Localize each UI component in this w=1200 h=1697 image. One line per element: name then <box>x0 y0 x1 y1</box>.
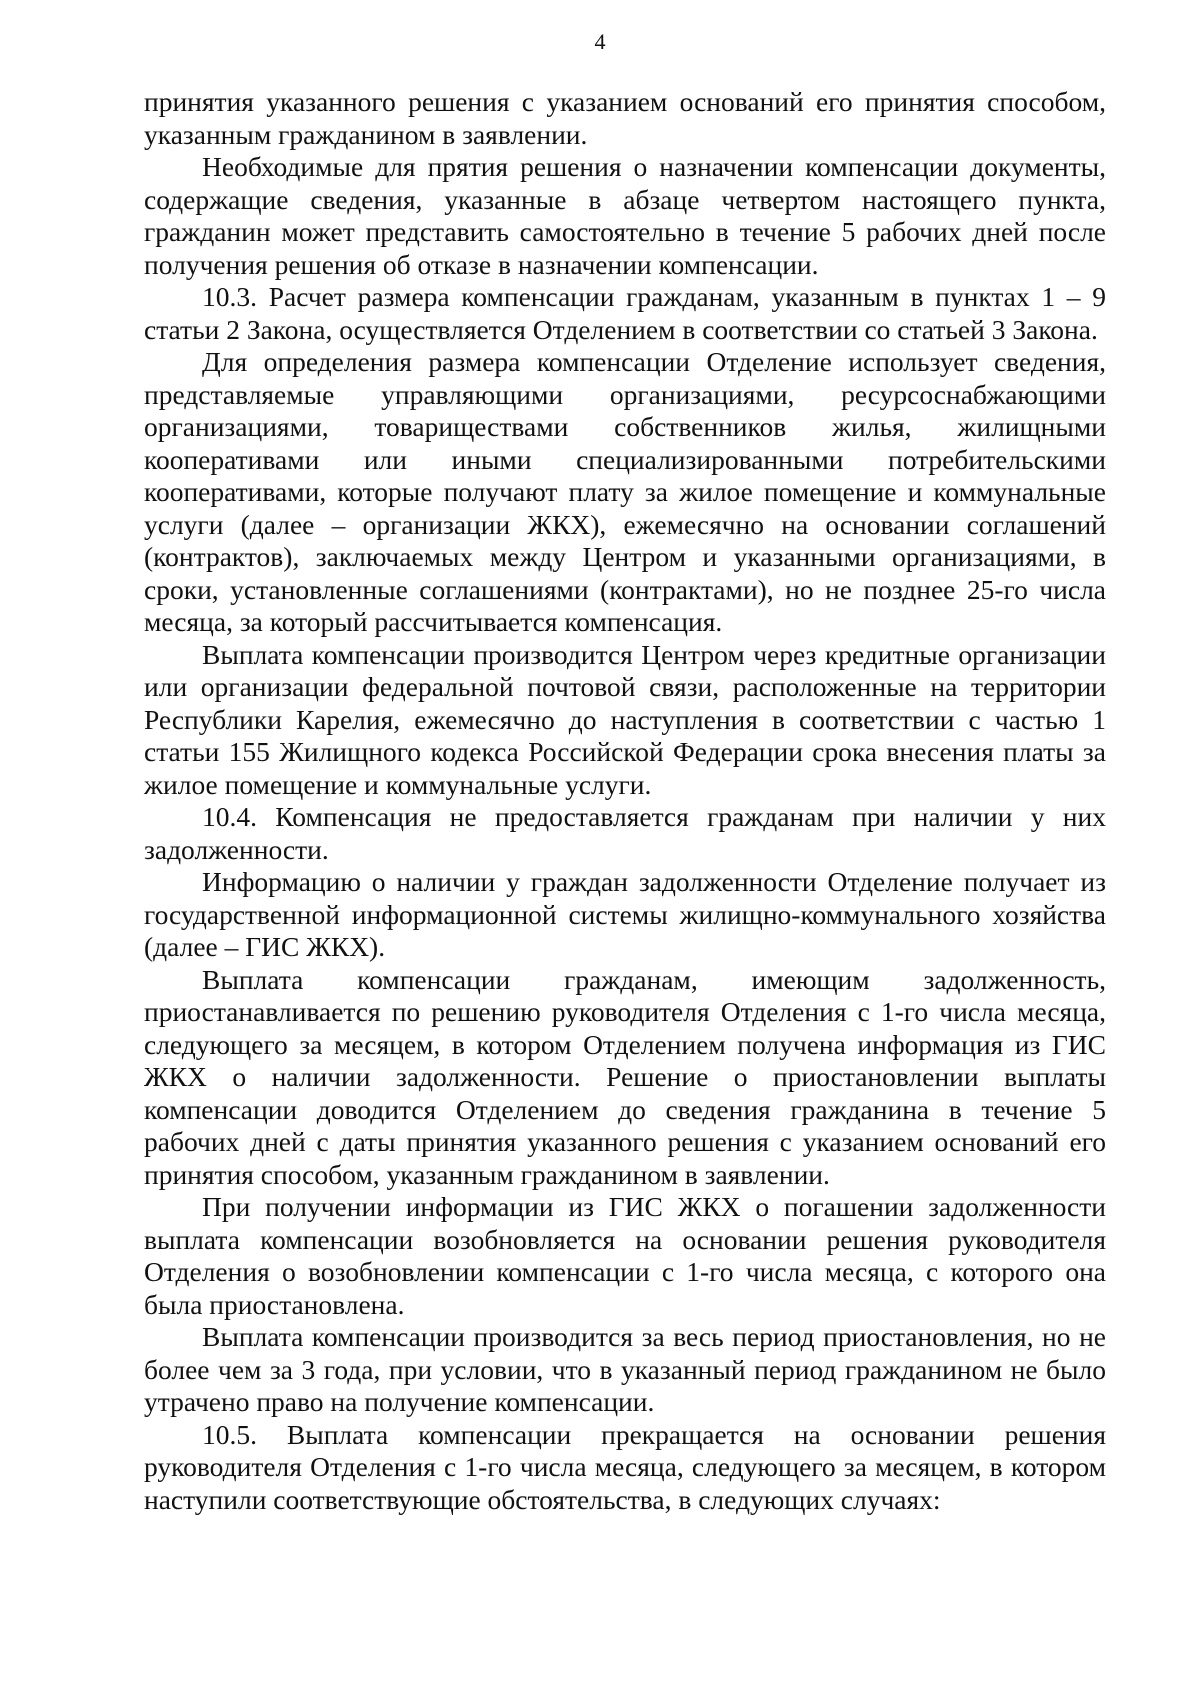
paragraph-continuation: принятия указанного решения с указанием оснований его принятия способом, указанным гражданином в заявлении. <box>144 86 1106 150</box>
paragraph-debt-information: Информацию о наличии у граждан задолженности Отделение получает из государственной информационной системы жилищно-коммунального хозяйства (далее – ГИС ЖКХ). <box>144 866 1106 962</box>
paragraph-10-5: 10.5. Выплата компенсации прекращается на основании решения руководителя Отделения с 1-го числа месяца, следующего за месяцем, в котором наступили соответствующие обстоятельства, в следующих случаях: <box>144 1418 1106 1515</box>
paragraph-documents-deadline: Необходимые для прятия решения о назначении компенсации документы, содержащие сведения, указанные в абзаце четвертом настоящего пункта, гражданин может представить самостоятельно в течение 5 рабочих дней после получения решения об отказе в назначении компенсации. <box>144 151 1106 280</box>
paragraph-payment-period: Выплата компенсации производится за весь период приостановления, но не более чем за 3 года, при условии, что в указанный период гражданином не было утрачено право на получение компенсации. <box>144 1321 1106 1417</box>
paragraph-10-4: 10.4. Компенсация не предоставляется гражданам при наличии у них задолженности. <box>144 801 1106 865</box>
paragraph-payment-method: Выплата компенсации производится Центром через кредитные организации или организации федеральной почтовой связи, расположенные на территории Республики Карелия, ежемесячно до наступления в соответствии с частью 1 статьи 155 Жилищного кодекса Российской Федерации срока внесения платы за жилое помещение и коммунальные услуги. <box>144 638 1106 800</box>
paragraph-compensation-calculation: Для определения размера компенсации Отделение использует сведения, представляемые управляющими организациями, ресурсоснабжающими организациями, товариществами собственников жилья, жилищными кооперативами или иными специализированными потребительскими кооперативами, которые получают плату за жилое помещение и коммунальные услуги (далее – организации ЖКХ), ежемесячно на основании соглашений (контрактов), заключаемых между Центром и указанными организациями, в сроки, установленные соглашениями (контрактами), но не позднее 25-го числа месяца, за который рассчитывается компенсация. <box>144 346 1106 637</box>
paragraph-10-3: 10.3. Расчет размера компенсации гражданам, указанным в пунктах 1 – 9 статьи 2 Закона, осуществляется Отделением в соответствии со статьей 3 Закона. <box>144 281 1106 345</box>
paragraph-payment-suspension: Выплата компенсации гражданам, имеющим задолженность, приостанавливается по решению руководителя Отделения с 1-го числа месяца, следующего за месяцем, в котором Отделением получена информация из ГИС ЖКХ о наличии задолженности. Решение о приостановлении выплаты компенсации доводится Отделением до сведения гражданина в течение 5 рабочих дней с даты принятия указанного решения с указанием оснований его принятия способом, указанным гражданином в заявлении. <box>144 963 1106 1190</box>
page-number: 4 <box>594 29 606 54</box>
paragraph-payment-resumption: При получении информации из ГИС ЖКХ о погашении задолженности выплата компенсации возобновляется на основании решения руководителя Отделения о возобновлении компенсации с 1-го числа месяца, с которого она была приостановлена. <box>144 1191 1106 1320</box>
document-body <box>144 86 1106 1516</box>
